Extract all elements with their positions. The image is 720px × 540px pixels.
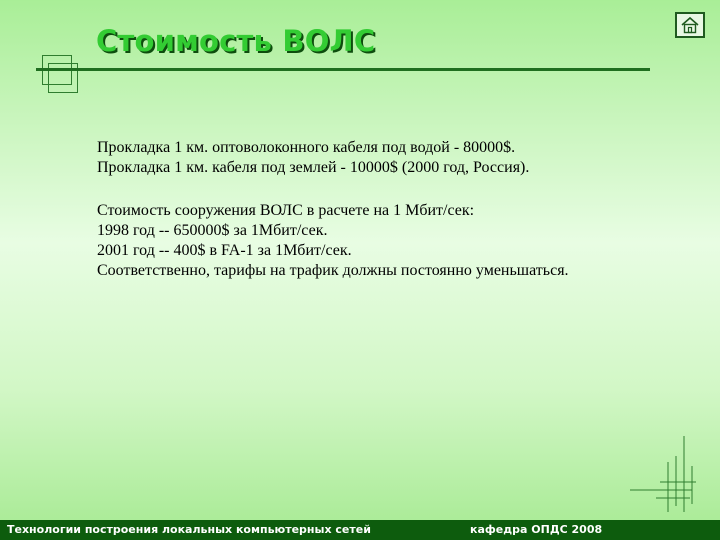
footer-course-title: Технологии построения локальных компьютерных сетей	[7, 523, 371, 536]
content-line: Соответственно, тарифы на трафик должны постоянно уменьшаться.	[97, 262, 569, 279]
footer-department: кафедра ОПДС 2008	[470, 523, 603, 536]
content-line: Прокладка 1 км. кабеля под землей - 10000$ (2000 год, Россия).	[97, 159, 530, 176]
content-line: Прокладка 1 км. оптоволоконного кабеля под водой - 80000$.	[97, 139, 516, 156]
slide-title: Стоимость ВОЛС	[96, 24, 376, 58]
slide-content	[97, 138, 677, 281]
content-spacer	[97, 178, 677, 201]
content-line: 1998 год -- 650000$ за 1Мбит/сек.	[97, 222, 328, 239]
content-line: Стоимость сооружения ВОЛС в расчете на 1 Мбит/сек:	[97, 202, 475, 219]
footer-bar	[0, 520, 720, 540]
content-line: 2001 год -- 400$ в FA-1 за 1Мбит/сек.	[97, 242, 352, 259]
home-button[interactable]	[675, 12, 705, 38]
home-icon	[680, 16, 700, 34]
title-divider	[36, 68, 650, 71]
